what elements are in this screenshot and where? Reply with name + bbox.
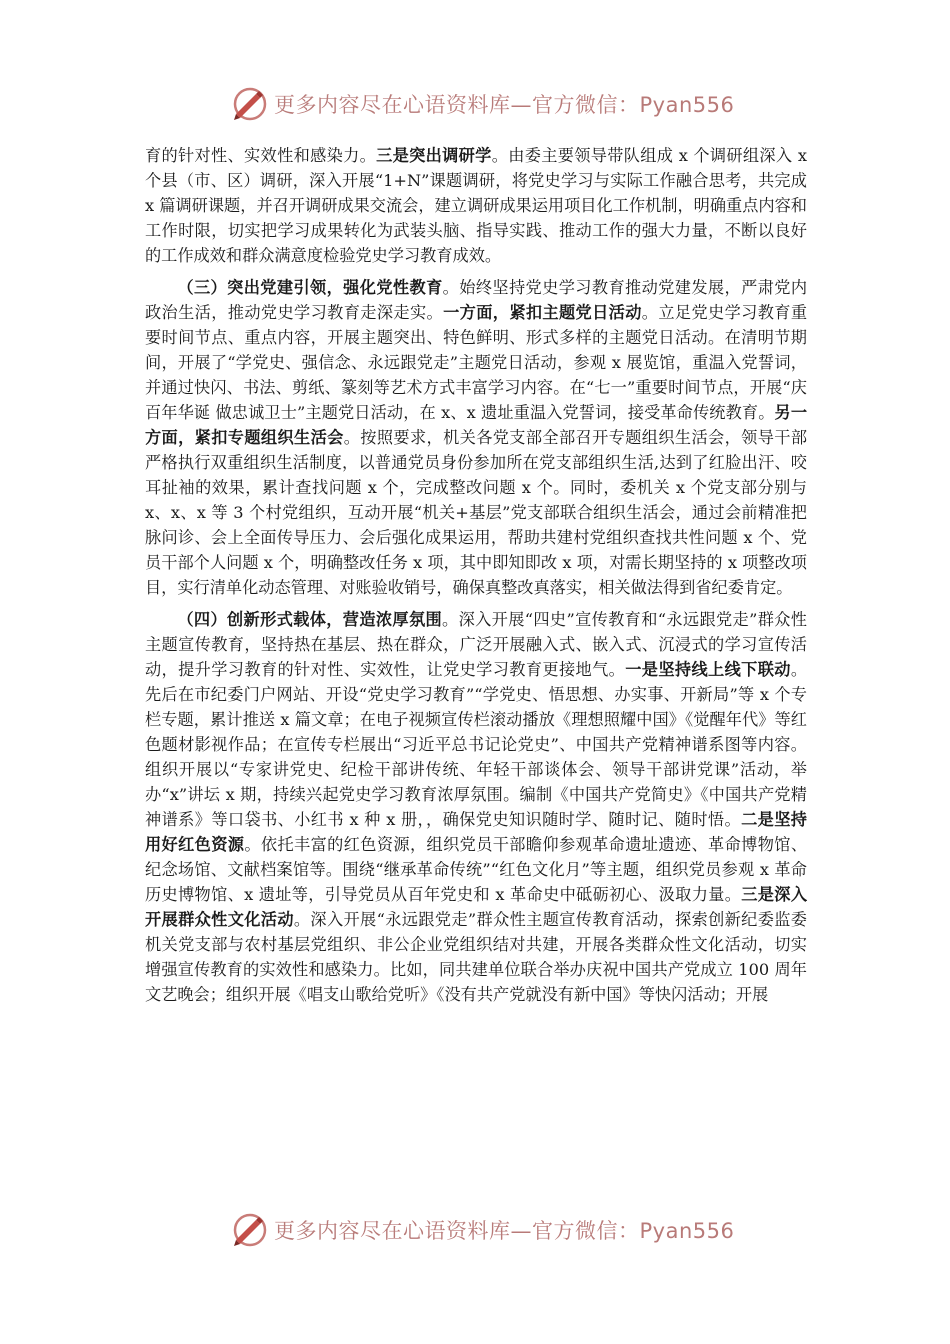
footer-banner <box>230 1208 734 1252</box>
bold-heading-text: 一方面，紧扣主题党日活动 <box>443 303 642 322</box>
bold-heading-text: 二是坚持用好红色资源 <box>145 810 807 854</box>
paragraph <box>145 275 807 600</box>
bold-heading-text: 一是坚持线上线下联动 <box>625 660 791 679</box>
body-text: 。深入开展“永远跟党走”群众性主题宣传教育活动，探索创新纪委监委机关党支部与农村基层党组织、非公企业党组织结对共建，开展各类群众性文化活动，切实增强宣传教育的实效性和感染力。比如，同共建单位联合举办庆祝中国共产党成立 100 周年文艺晚会；组织开展《唱支山歌给党听》《没有共产党就没有新中国》等快闪活动；开展 <box>145 910 807 1004</box>
bold-heading-text: 另一方面，紧扣专题组织生活会 <box>145 403 808 447</box>
body-text: 。按照要求，机关各党支部全部召开专题组织生活会，领导干部严格执行双重组织生活制度，以普通党员身份参加所在党支部组织生活,达到了红脸出汗、咬耳扯袖的效果，累计查找问题 x 个，完成整改问题 x 个。同时，委机关 x 个党支部分别与 x、x、x 等 3 个村党组织，互动开展“机关+基层”党支部联合组织生活会，通过会前精准把脉问诊、会上全面传导压力、会后强化成果运用，帮助共建村党组织查找共性问题 x 个、党员干部个人问题 x 个，明确整改任务 x 项，其中即知即改 x 项，对需长期坚持的 x 项整改项目，实行清单化动态管理、对账验收销号，确保真整改真落实，相关做法得到省纪委肯定。 <box>145 428 808 597</box>
body-text: 。由委主要领导带队组成 x 个调研组深入 x 个县（市、区）调研，深入开展“1+N”课题调研，将党史学习与实际工作融合思考，共完成 x 篇调研课题，并召开调研成果交流会，建立调研成果运用项目化工作机制，明确重点内容和工作时限，切实把学习成果转化为武装头脑、指导实践、推动工作的强大力量，不断以良好的工作成效和群众满意度检验党史学习教育成效。 <box>145 146 807 265</box>
paragraph <box>145 143 807 268</box>
body-text: 。先后在市纪委门户网站、开设“党史学习教育”“学党史、悟思想、办实事、开新局”等 x 个专栏专题，累计推送 x 篇文章；在电子视频宣传栏滚动播放《理想照耀中国》《觉醒年代》等红色题材影视作品；在宣传专栏展出“习近平总书记论党史”、中国共产党精神谱系图等内容。组织开展以“专家讲党史、纪检干部讲传统、年轻干部谈体会、领导干部讲党课”活动，举办“x”讲坛 x 期，持续兴起党史学习教育浓厚氛围。编制《中国共产党简史》《中国共产党精神谱系》等口袋书、小红书 x 种 x 册，，确保党史知识随时学、随时记、随时悟。 <box>145 660 807 829</box>
body-text: 育的针对性、实效性和感染力。 <box>145 146 377 165</box>
paragraph <box>145 607 807 1007</box>
body-text: 。深入开展“四史”宣传教育和“永远跟党走”群众性主题宣传教育，坚持热在基层、热在群众，广泛开展融入式、嵌入式、沉浸式的学习宣传活动，提升学习教育的针对性、实效性，让党史学习教育更接地气。 <box>145 610 807 679</box>
pen-logo-icon <box>230 84 270 124</box>
banner-text: 更多内容尽在心语资料库—官方微信：Pyan556 <box>274 93 735 117</box>
bold-heading-text: 三是深入开展群众性文化活动 <box>145 885 808 929</box>
bold-heading-text: （三）突出党建引领，强化党性教育 <box>177 278 443 297</box>
body-text: 。依托丰富的红色资源，组织党员干部瞻仰参观革命遗址遗迹、革命博物馆、纪念场馆、文献档案馆等。围绕“继承革命传统”“红色文化月”等主题，组织党员参观 x 革命历史博物馆、x 遗址等，引导党员从百年党史和 x 革命史中砥砺初心、汲取力量。 <box>145 835 808 904</box>
body-text: 。始终坚持党史学习教育推动党建发展，严肃党内政治生活，推动党史学习教育走深走实。 <box>145 278 808 322</box>
banner-text: 更多内容尽在心语资料库—官方微信：Pyan556 <box>274 1219 735 1243</box>
body-text: 。立足党史学习教育重要时间节点、重点内容，开展主题突出、特色鲜明、形式多样的主题党日活动。在清明节期间，开展了“学党史、强信念、永远跟党走”主题党日活动，参观 x 展览馆，重温入党誓词，并通过快闪、书法、剪纸、篆刻等艺术方式丰富学习内容。在“七一”重要时间节点，开展“庆百年华诞 做忠诚卫士”主题党日活动，在 x、x 遗址重温入党誓词，接受革命传统教育。 <box>145 303 808 422</box>
pen-logo-icon <box>230 1210 270 1250</box>
document-body <box>145 143 807 1007</box>
bold-heading-text: 三是突出调研学 <box>376 146 492 165</box>
bold-heading-text: （四）创新形式载体，营造浓厚氛围 <box>177 610 443 629</box>
header-banner <box>230 82 734 126</box>
